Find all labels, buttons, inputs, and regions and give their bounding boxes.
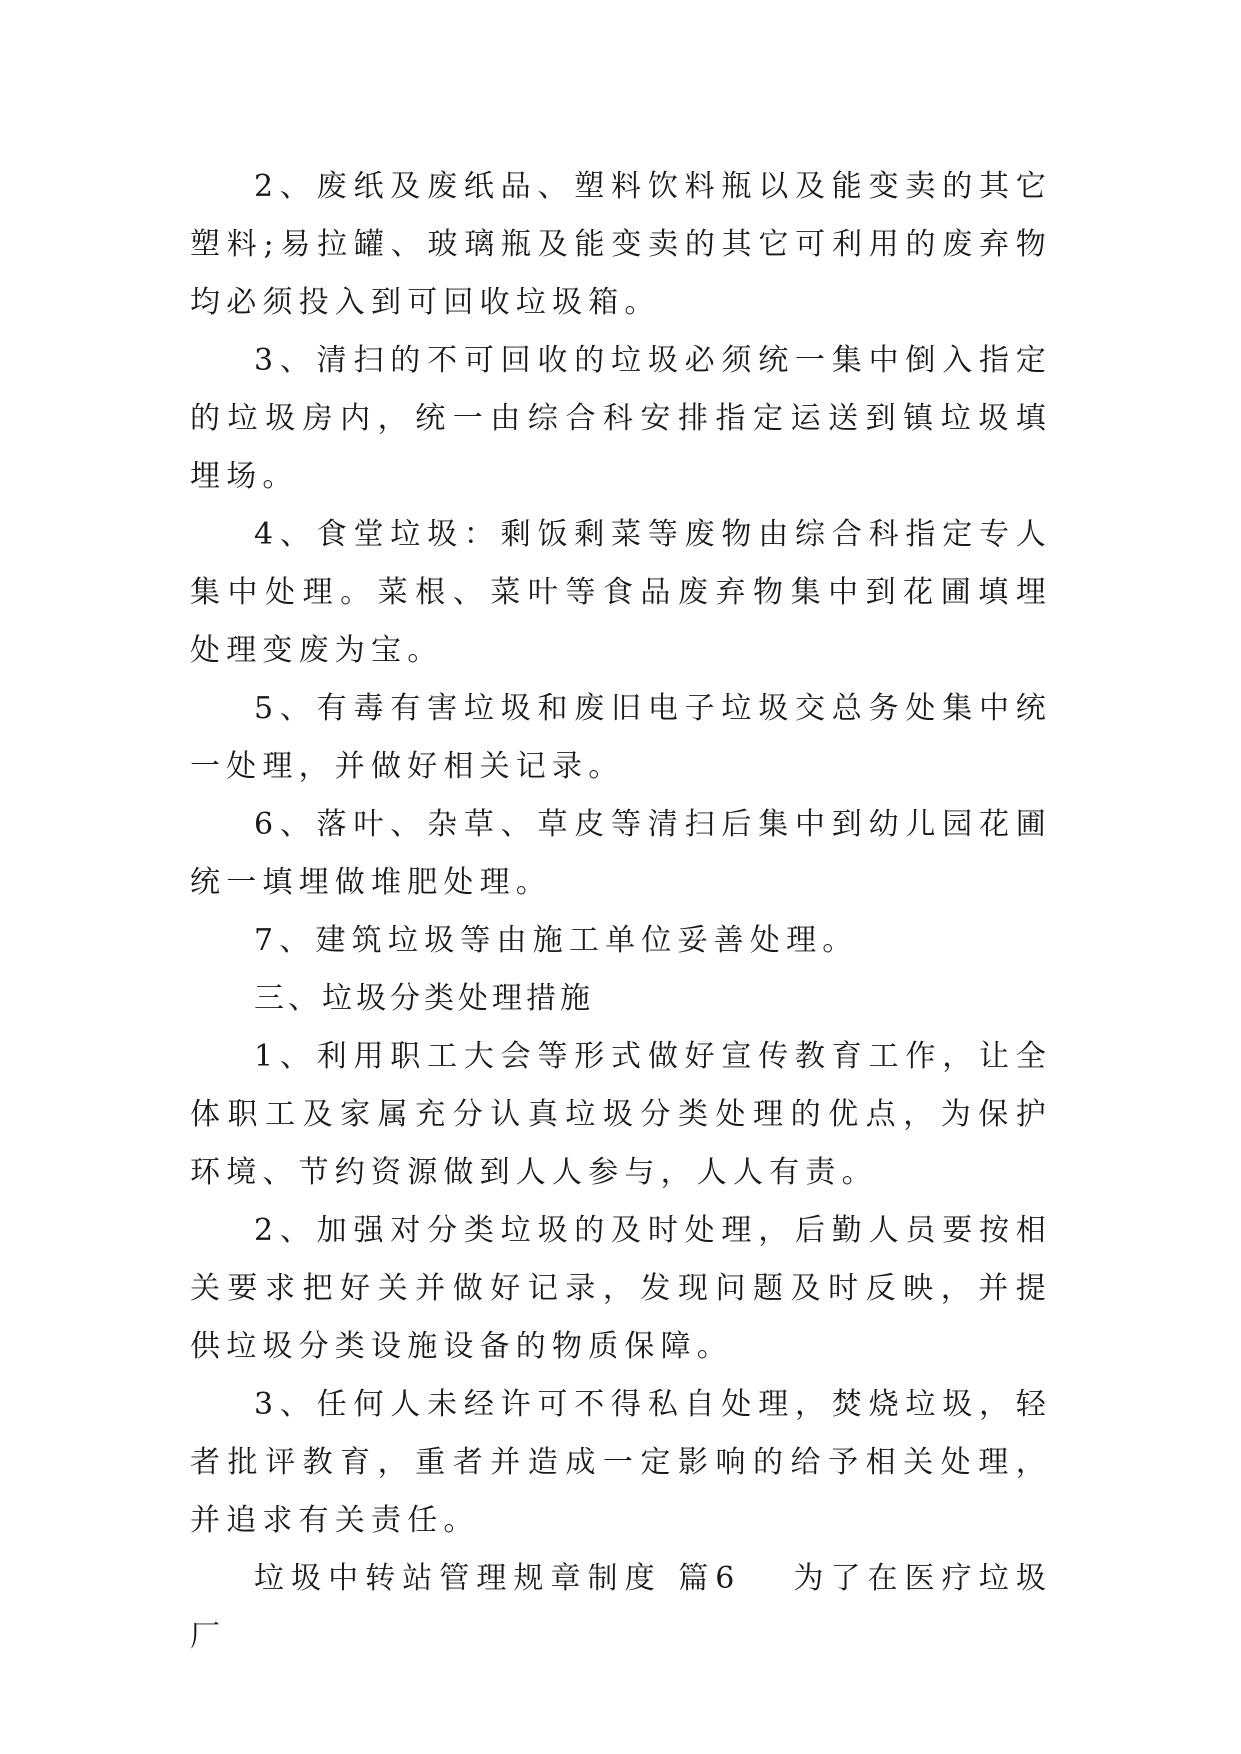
document-page xyxy=(190,158,1052,1666)
paragraph-non-recyclables: 3、清扫的不可回收的垃圾必须统一集中倒入指定的垃圾房内，统一由综合科安排指定运送到镇垃圾填埋场。 xyxy=(190,343,1052,494)
paragraph-no-private-disposal: 3、任何人未经许可不得私自处理，焚烧垃圾，轻者批评教育，重者并造成一定影响的给予相关处理，并追求有关责任。 xyxy=(190,1387,1052,1538)
paragraph-education: 1、利用职工大会等形式做好宣传教育工作，让全体职工及家属充分认真垃圾分类处理的优点，为保护环境、节约资源做到人人参与，人人有责。 xyxy=(190,1039,1052,1190)
paragraph-leaves-grass: 6、落叶、杂草、草皮等清扫后集中到幼儿园花圃统一填埋做堆肥处理。 xyxy=(190,807,1052,900)
paragraph-construction-waste: 7、建筑垃圾等由施工单位妥善处理。 xyxy=(254,923,859,958)
section-6-continuation: 为了在医疗垃圾厂 xyxy=(190,1561,1052,1654)
section-6-title: 垃圾中转站管理规章制度 篇6 xyxy=(254,1561,741,1596)
paragraph-section-6-start xyxy=(190,1550,1052,1666)
paragraph-timely-processing: 2、加强对分类垃圾的及时处理，后勤人员要按相关要求把好关并做好记录，发现问题及时反映，并提供垃圾分类设施设备的物质保障。 xyxy=(190,1213,1052,1364)
paragraph-hazardous-waste: 5、有毒有害垃圾和废旧电子垃圾交总务处集中统一处理，并做好相关记录。 xyxy=(190,691,1052,784)
paragraph-recyclables: 2、废纸及废纸品、塑料饮料瓶以及能变卖的其它塑料;易拉罐、玻璃瓶及能变卖的其它可利用的废弃物均必须投入到可回收垃圾箱。 xyxy=(190,169,1052,320)
paragraph-canteen-waste: 4、食堂垃圾：剩饭剩菜等废物由综合科指定专人集中处理。菜根、菜叶等食品废弃物集中到花圃填埋处理变废为宝。 xyxy=(190,517,1052,668)
section-heading-measures: 三、垃圾分类处理措施 xyxy=(254,981,594,1016)
